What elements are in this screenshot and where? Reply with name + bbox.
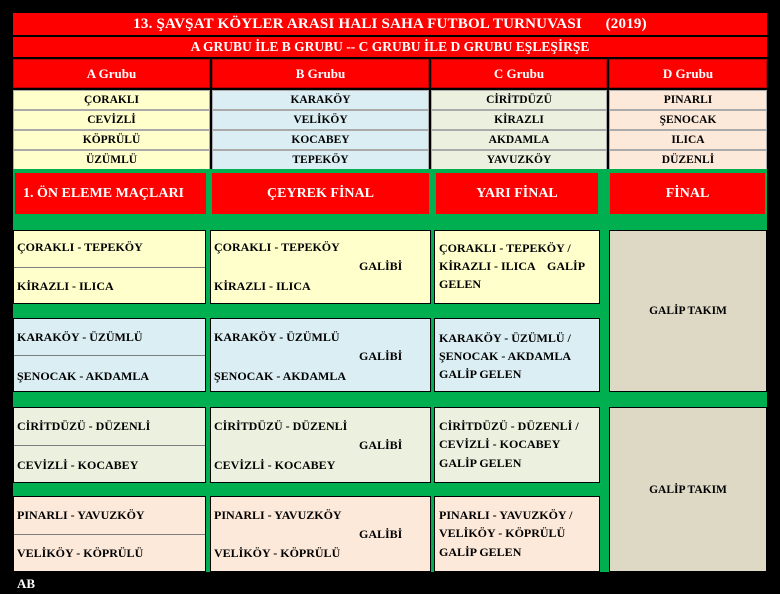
- final-slot: GALİP TAKIM: [609, 407, 767, 572]
- prelim-match-box: [13, 407, 206, 483]
- match-divider: [14, 534, 205, 535]
- semifinal-line: GELEN: [439, 277, 482, 291]
- round-semifinal-header: YARI FİNAL: [434, 171, 600, 216]
- quarterfinal-box: [210, 230, 431, 304]
- quarterfinal-box: [210, 407, 431, 483]
- group-team: KOCABEY: [212, 130, 429, 150]
- group-d-list: [609, 90, 767, 170]
- final-slot: GALİP TAKIM: [609, 230, 767, 392]
- match-label: CİRİTDÜZÜ - DÜZENLİ: [214, 419, 348, 433]
- match-divider: [14, 445, 205, 446]
- group-team: AKDAMLA: [431, 130, 607, 150]
- match-label: PINARLI - YAVUZKÖY: [17, 508, 145, 522]
- semifinal-line: PINARLI - YAVUZKÖY /: [439, 508, 573, 522]
- group-team: ÜZÜMLÜ: [13, 150, 210, 170]
- match-label: CEVİZLİ - KOCABEY: [214, 458, 336, 472]
- group-team: CEVİZLİ: [13, 110, 210, 130]
- match-label: KİRAZLI - ILICA: [214, 279, 311, 293]
- group-team: TEPEKÖY: [212, 150, 429, 170]
- winner-label: GALİBİ: [359, 349, 403, 363]
- semifinal-box: [434, 318, 600, 392]
- match-label: ŞENOCAK - AKDAMLA: [17, 369, 150, 383]
- round-preliminary-header: 1. ÖN ELEME MAÇLARI: [13, 171, 208, 216]
- group-a-header: A Grubu: [13, 59, 210, 88]
- semifinal-line: CEVİZLİ - KOCABEY: [439, 437, 561, 451]
- match-label: ŞENOCAK - AKDAMLA: [214, 369, 347, 383]
- semifinal-box: [434, 230, 600, 304]
- match-label: CEVİZLİ - KOCABEY: [17, 458, 139, 472]
- group-b-header: B Grubu: [212, 59, 429, 88]
- semifinal-line: GALİP GELEN: [439, 545, 522, 559]
- match-label: CİRİTDÜZÜ - DÜZENLİ: [17, 419, 151, 433]
- prelim-match-box: [13, 318, 206, 392]
- group-team: PINARLI: [609, 90, 767, 110]
- author-initials: AB: [17, 576, 36, 591]
- match-divider: [14, 355, 205, 356]
- prelim-match-box: [13, 230, 206, 304]
- group-c-header: C Grubu: [431, 59, 607, 88]
- match-label: KARAKÖY - ÜZÜMLÜ: [214, 330, 340, 344]
- pairing-subtitle: A GRUBU İLE B GRUBU -- C GRUBU İLE D GRUBU EŞLEŞİRŞE: [13, 37, 767, 57]
- semifinal-box: [434, 496, 600, 572]
- semifinal-line: CİRİTDÜZÜ - DÜZENLİ /: [439, 419, 579, 433]
- match-label: VELİKÖY - KÖPRÜLÜ: [214, 546, 341, 560]
- match-divider: [14, 267, 205, 268]
- group-team: DÜZENLİ: [609, 150, 767, 170]
- group-b-list: [212, 90, 429, 170]
- winner-label: GALİBİ: [359, 259, 403, 273]
- match-label: ÇORAKLI - TEPEKÖY: [214, 240, 340, 254]
- group-team: VELİKÖY: [212, 110, 429, 130]
- match-label: VELİKÖY - KÖPRÜLÜ: [17, 546, 144, 560]
- semifinal-line: GALİP GELEN: [439, 456, 522, 470]
- group-team: ÇORAKLI: [13, 90, 210, 110]
- semifinal-line: KİRAZLI - ILICA GALİP: [439, 259, 586, 273]
- match-label: KİRAZLI - ILICA: [17, 279, 114, 293]
- tournament-title: 13. ŞAVŞAT KÖYLER ARASI HALI SAHA FUTBOL TURNUVASI (2019): [13, 13, 767, 35]
- match-label: ÇORAKLI - TEPEKÖY: [17, 240, 143, 254]
- group-team: YAVUZKÖY: [431, 150, 607, 170]
- quarterfinal-box: [210, 496, 431, 572]
- semifinal-line: GALİP GELEN: [439, 367, 522, 381]
- group-team: KARAKÖY: [212, 90, 429, 110]
- semifinal-box: [434, 407, 600, 483]
- winner-label: GALİBİ: [359, 527, 403, 541]
- group-c-list: [431, 90, 607, 170]
- semifinal-line: ÇORAKLI - TEPEKÖY /: [439, 241, 571, 255]
- quarterfinal-box: [210, 318, 431, 392]
- group-team: CİRİTDÜZÜ: [431, 90, 607, 110]
- group-team: KİRAZLI: [431, 110, 607, 130]
- winner-label: GALİBİ: [359, 438, 403, 452]
- prelim-match-box: [13, 496, 206, 572]
- group-team: KÖPRÜLÜ: [13, 130, 210, 150]
- round-final-header: FİNAL: [608, 171, 767, 216]
- semifinal-line: VELİKÖY - KÖPRÜLÜ: [439, 526, 566, 540]
- group-team: ŞENOCAK: [609, 110, 767, 130]
- group-team: ILICA: [609, 130, 767, 150]
- round-quarterfinal-header: ÇEYREK FİNAL: [210, 171, 431, 216]
- semifinal-line: ŞENOCAK - AKDAMLA: [439, 349, 572, 363]
- group-a-list: [13, 90, 210, 170]
- match-label: KARAKÖY - ÜZÜMLÜ: [17, 330, 143, 344]
- group-d-header: D Grubu: [609, 59, 767, 88]
- semifinal-line: KARAKÖY - ÜZÜMLÜ /: [439, 331, 571, 345]
- match-label: PINARLI - YAVUZKÖY: [214, 508, 342, 522]
